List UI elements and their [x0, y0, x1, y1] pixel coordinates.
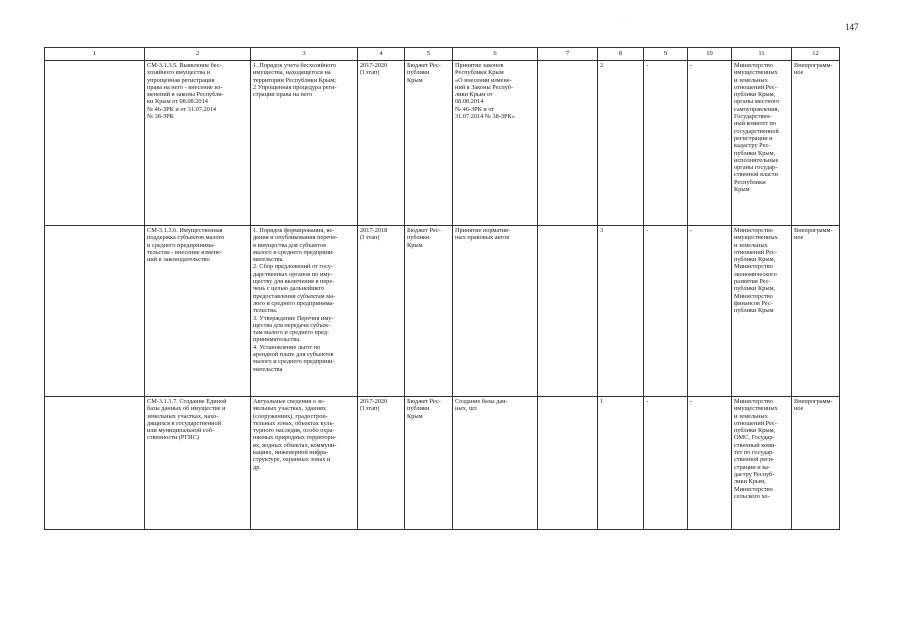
- col-header-6: 6: [453, 48, 538, 61]
- cell-col10: -: [688, 397, 732, 530]
- scan-speck: ·: [623, 18, 625, 24]
- cell-col7: [538, 397, 598, 530]
- cell-indicator: Принятие норматив- ных правовых актов: [453, 226, 538, 397]
- col-header-3: 3: [251, 48, 358, 61]
- cell-program: Внепрограмм- ное: [792, 397, 840, 530]
- cell-measure: СМ-3.1.3.5. Выявление бес- хозяйного имущества и упрощенная регистрация права на него - внесение из- менений в законы Республи- ки Крым от 08.08.2014 № 46-ЗРК и от 31.07.2014 № 38-ЗРК: [145, 61, 251, 226]
- page-number: 147: [845, 22, 859, 32]
- cell-col7: [538, 226, 598, 397]
- col-header-12: 12: [792, 48, 840, 61]
- cell-index: [45, 226, 145, 397]
- cell-col7: [538, 61, 598, 226]
- cell-funding: Бюджет Рес- публики Крым: [405, 226, 453, 397]
- cell-period: 2017-2020 (I этап): [358, 397, 405, 530]
- col-header-11: 11: [732, 48, 792, 61]
- col-header-1: 1: [45, 48, 145, 61]
- cell-funding: Бюджет Рес- публики Крым: [405, 397, 453, 530]
- col-header-5: 5: [405, 48, 453, 61]
- cell-index: [45, 61, 145, 226]
- cell-measure: СМ-3.1.3.6. Имущественная поддержка субъектов малого и среднего предпринима- тельства - внесение измене- ний в законодательство: [145, 226, 251, 397]
- cell-program: Внепрограмм- ное: [792, 61, 840, 226]
- col-header-4: 4: [358, 48, 405, 61]
- col-header-2: 2: [145, 48, 251, 61]
- cell-content: 1. Порядок формирования, ве- дения и опубликования перечн- я имущества для субъектов малого и среднего предприни- мательства. 2. Сбор предложений от госу- дарственных органов по иму- ществу для включения в пере- чень с целью дальнейшего предоставления субъектам ма- лого и среднего предпринима- тельства. 3. Утверждение Перечня иму- щества для передачи субъек- там малого и среднего пред- принимательства. 4. Установление льгот по арендной плате для субъектов малого и среднего предприни- мательства: [251, 226, 358, 397]
- col-header-10: 10: [688, 48, 732, 61]
- col-header-9: 9: [644, 48, 688, 61]
- cell-responsible: Министерство имущественных и земельных отношений Рес- публики Крым, органы местного самоуправления, Государствен- ный комитет по государственной регистрации и кадастру Рес- публики Крым, исполнительные органы государ- ственной власти Республики Крым: [732, 61, 792, 226]
- table-row: [45, 226, 840, 397]
- cell-content: 1. Порядок учета бесхозяйного имущества, находящегося на территории Республики Крым; 2 Упрощенная процедура реги- страции права на него: [251, 61, 358, 226]
- cell-col9: -: [644, 226, 688, 397]
- cell-col9: -: [644, 397, 688, 530]
- table-row: [45, 61, 840, 226]
- cell-col8: 2: [598, 61, 644, 226]
- cell-indicator: Принятие законов Республики Крым «О внесении измене- ний в Законы Респуб- лики Крым от 08.08.2014 № 46-ЗРК и от 31.07.2014 № 38-ЗРК»: [453, 61, 538, 226]
- header-row: [45, 48, 840, 61]
- cell-responsible: Министерство имущественных и земельных отношений Рес- публики Крым, ОМС, Государ- ственный коми- тет по государ- ственной реги- страции и ка- дастру Респуб- лики Крым, Министерство сельского хо-: [732, 397, 792, 530]
- cell-col8: 1: [598, 397, 644, 530]
- cell-content: Актуальные сведения о зе- мельных участках, зданиях (сооружениях), градострои- тельных зонах, объектах куль- турного наследия, особо охра- няемых природных территори- ях, водных объектах, коммуни- кациях, инженерной инфра- структуре, охранных зонах и др.: [251, 397, 358, 530]
- measures-table: [44, 47, 840, 530]
- cell-col10: -: [688, 226, 732, 397]
- cell-measure: СМ-3.1.3.7. Создание Единой базы данных об имуществе и земельных участках, нахо- дящихся в государственной или муниципальной соб- ственности (РГИС): [145, 397, 251, 530]
- cell-period: 2017-2020 (I этап): [358, 61, 405, 226]
- cell-program: Внепрограмм- ное: [792, 226, 840, 397]
- cell-indicator: Создание базы дан- ных, шт.: [453, 397, 538, 530]
- table-row: [45, 397, 840, 530]
- col-header-7: 7: [538, 48, 598, 61]
- cell-responsible: Министерство имущественных и земельных отношений Рес- публики Крым, Министерство экономического развития Рес- публики Крым, Министерство финансов Рес- публики Крым: [732, 226, 792, 397]
- cell-col10: -: [688, 61, 732, 226]
- cell-funding: Бюджет Рес- публики Крым: [405, 61, 453, 226]
- cell-period: 2017-2018 (I этап): [358, 226, 405, 397]
- col-header-8: 8: [598, 48, 644, 61]
- cell-col8: 3: [598, 226, 644, 397]
- cell-index: [45, 397, 145, 530]
- cell-col9: -: [644, 61, 688, 226]
